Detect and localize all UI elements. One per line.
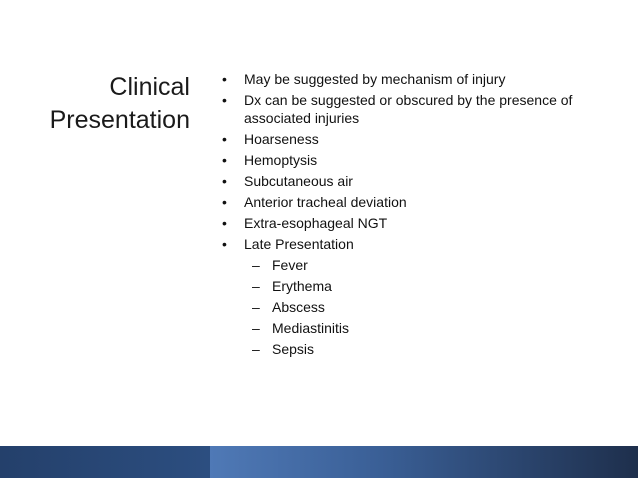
bullet-text: Hemoptysis	[244, 152, 318, 168]
bullet-item	[216, 214, 616, 232]
dash-icon: –	[252, 320, 260, 336]
bullet-icon: •	[222, 215, 227, 231]
bullet-icon: •	[222, 71, 227, 87]
footer-segment-left	[0, 446, 210, 478]
dash-icon: –	[252, 278, 260, 294]
bullet-item	[216, 130, 616, 148]
bullet-icon: •	[222, 236, 227, 252]
title-line-2: Presentation	[49, 106, 190, 134]
bullet-text: Anterior tracheal deviation	[244, 194, 407, 210]
sub-bullet-item	[216, 298, 616, 316]
sub-bullet-text: Fever	[272, 257, 308, 273]
bullet-text: Late Presentation	[244, 236, 354, 252]
sub-bullet-text: Sepsis	[272, 341, 315, 357]
bullet-text: Extra-esophageal NGT	[244, 215, 388, 231]
bullet-list	[216, 70, 616, 361]
bullet-icon: •	[222, 131, 227, 147]
bullet-text: Hoarseness	[244, 131, 319, 147]
footer-segment-right	[210, 446, 638, 478]
dash-icon: –	[252, 257, 260, 273]
sub-bullet-text: Mediastinitis	[272, 320, 350, 336]
bullet-item	[216, 151, 616, 169]
sub-bullet-item	[216, 256, 616, 274]
bullet-item	[216, 172, 616, 190]
bullet-item	[216, 91, 616, 127]
slide-title	[20, 71, 190, 137]
bullet-text: May be suggested by mechanism of injury	[244, 71, 506, 87]
bullet-text: Subcutaneous air	[244, 173, 353, 189]
bullet-icon: •	[222, 92, 227, 108]
bullet-item	[216, 70, 616, 88]
sub-bullet-text: Erythema	[272, 278, 332, 294]
bullet-item	[216, 235, 616, 253]
bullet-text: Dx can be suggested or obscured by the presence of associated injuries	[244, 92, 573, 126]
bullet-icon: •	[222, 173, 227, 189]
bullet-icon: •	[222, 152, 227, 168]
dash-icon: –	[252, 299, 260, 315]
bullet-icon: •	[222, 194, 227, 210]
sub-bullet-text: Abscess	[272, 299, 325, 315]
sub-bullet-item	[216, 277, 616, 295]
sub-bullet-item	[216, 319, 616, 337]
title-line-1: Clinical	[109, 73, 190, 101]
sub-bullet-item	[216, 340, 616, 358]
bullet-item	[216, 193, 616, 211]
footer-bar	[0, 446, 638, 478]
dash-icon: –	[252, 341, 260, 357]
